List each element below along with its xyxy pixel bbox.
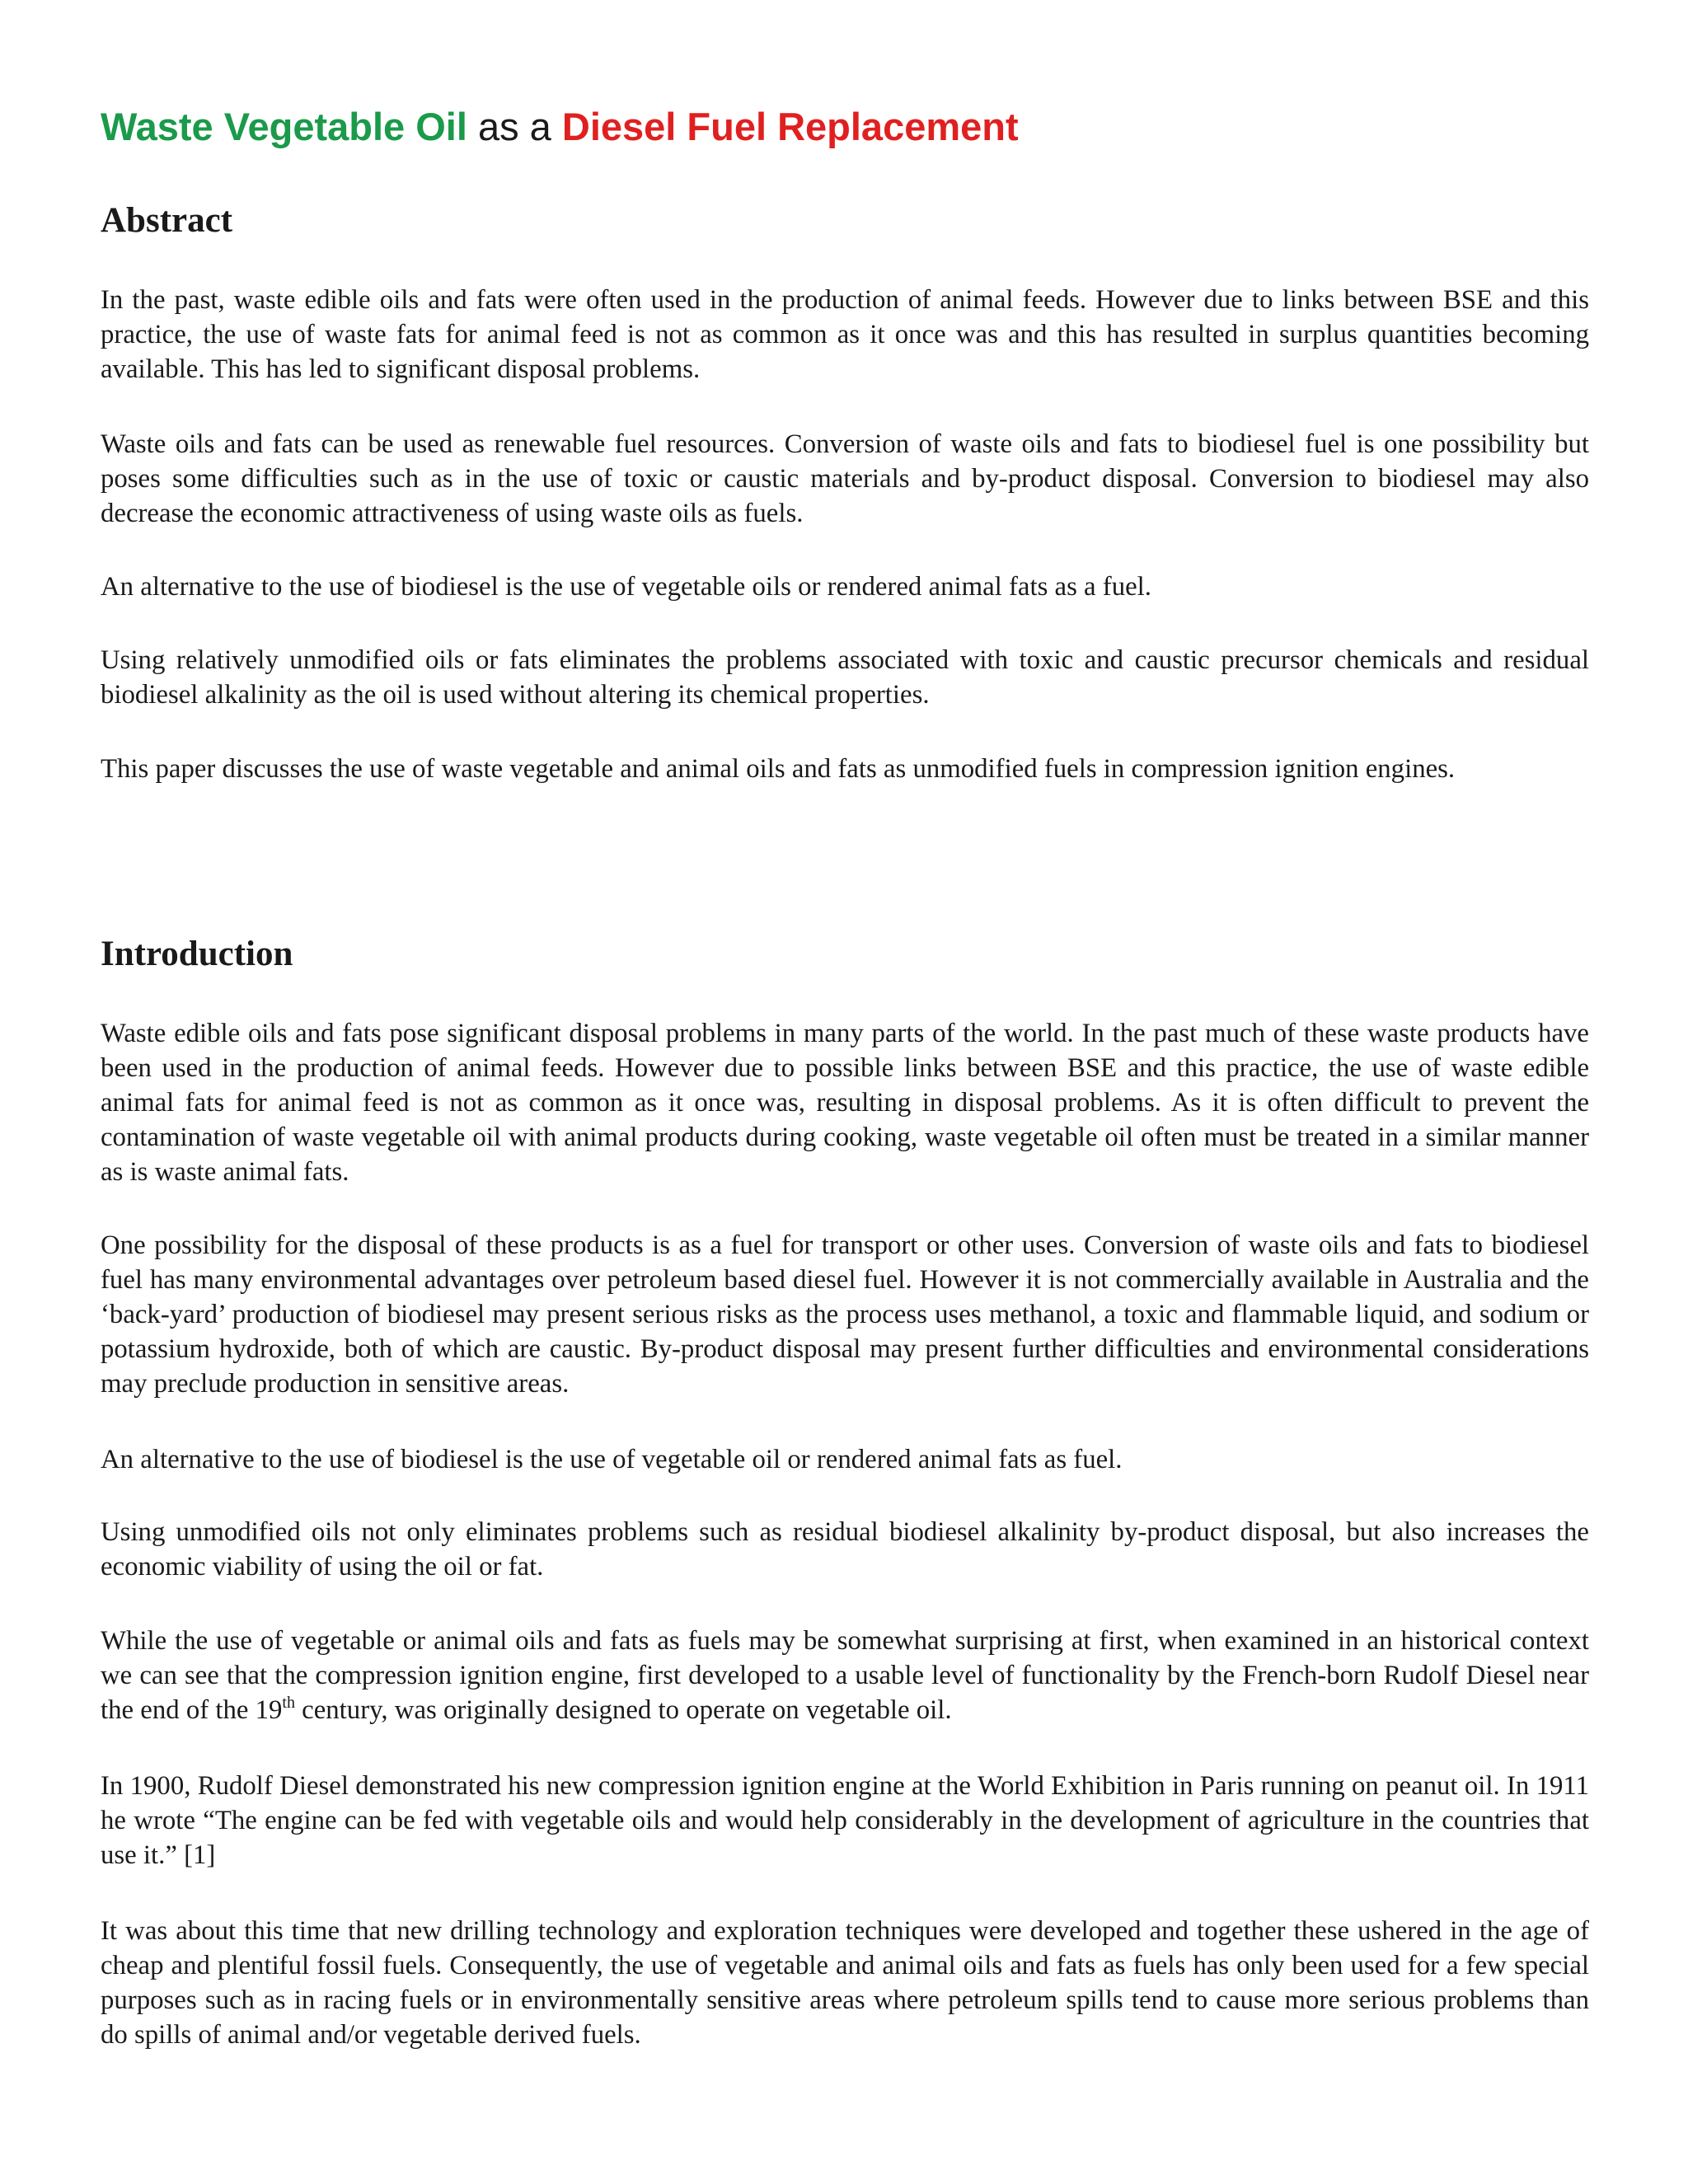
abstract-paragraph-1: In the past, waste edible oils and fats were often used in the production of animal feeds. However due to links between BSE and this practice, the use of waste fats for animal feed is not as common as it once was and this has resulted in surplus quantities becoming available. This has led to significant disposal problems. [101,285,1589,384]
introduction-paragraph-1: Waste edible oils and fats pose significant disposal problems in many parts of the world. In the past much of these waste products have been used in the production of animal feeds. However due to possible links between BSE and this practice, the use of waste edible animal fats for animal feed is not as common as it once was, resulting in disposal problems. As it is often difficult to prevent the contamination of waste vegetable oil with animal products during cooking, waste vegetable oil often must be treated in a similar manner as is waste animal fats. [101,1019,1589,1187]
document-title [101,101,1019,153]
abstract-paragraph-2: Waste oils and fats can be used as renewable fuel resources. Conversion of waste oils and fats to biodiesel fuel is one possibility but poses some difficulties such as in the use of toxic or caustic materials and by-product disposal. Conversion to biodiesel may also decrease the economic attractiveness of using waste oils as fuels. [101,429,1589,528]
abstract-paragraph-3: An alternative to the use of biodiesel is the use of vegetable oils or rendered animal fats as a fuel. [101,572,1151,602]
introduction-heading: Introduction [101,935,293,973]
introduction-paragraph-4: Using unmodified oils not only eliminates problems such as residual biodiesel alkalinity by-product disposal, but also increases the economic viability of using the oil or fat. [101,1517,1589,1582]
introduction-paragraph-2: One possibility for the disposal of these products is as a fuel for transport or other uses. Conversion of waste oils and fats to biodiesel fuel has many environmental advantages over petroleum based diesel fuel. However it is not commercially available in Australia and the ‘back-yard’ production of biodiesel may present serious risks as the process uses methanol, a toxic and flammable liquid, and sodium or potassium hydroxide, both of which are caustic. By-product disposal may present further difficulties and environmental considerations may preclude production in sensitive areas. [101,1230,1589,1399]
introduction-paragraph-6: In 1900, Rudolf Diesel demonstrated his new compression ignition engine at the World Exhibition in Paris running on peanut oil. In 1911 he wrote “The engine can be fed with vegetable oils and would help considerably in the development of agriculture in the countries that use it.” [1] [101,1771,1589,1870]
introduction-paragraph-5-text-after: century, was originally designed to operate on vegetable oil. [294,1695,952,1725]
introduction-paragraph-5-text-before: While the use of vegetable or animal oils and fats as fuels may be somewhat surprising at first, when examined in an historical context we can see that the compression ignition engine, first developed to a usable level of functionality by the French-born Rudolf Diesel near the end of the 19 [101,1626,1589,1725]
title-part-as-a: as a [467,105,562,148]
abstract-heading: Abstract [101,201,233,240]
abstract-paragraph-4: Using relatively unmodified oils or fats eliminates the problems associated with toxic and caustic precursor chemicals and residual biodiesel alkalinity as the oil is used without altering its chemical properties. [101,645,1589,710]
introduction-paragraph-3: An alternative to the use of biodiesel is the use of vegetable oil or rendered animal fats as fuel. [101,1445,1123,1474]
introduction-paragraph-7: It was about this time that new drilling technology and exploration techniques were developed and together these ushered in the age of cheap and plentiful fossil fuels. Consequently, the use of vegetable and animal oils and fats as fuels has only been used for a few special purposes such as in racing fuels or in environmentally sensitive areas where petroleum spills tend to cause more serious problems than do spills of animal and/or vegetable derived fuels. [101,1916,1589,2050]
title-part-waste-vegetable-oil: Waste Vegetable Oil [101,105,467,148]
introduction-paragraph-5 [101,1624,1589,1727]
title-part-diesel-fuel-replacement: Diesel Fuel Replacement [561,105,1019,148]
ordinal-superscript: th [282,1694,295,1712]
abstract-paragraph-5: This paper discusses the use of waste vegetable and animal oils and fats as unmodified fuels in compression ignition engines. [101,754,1456,784]
